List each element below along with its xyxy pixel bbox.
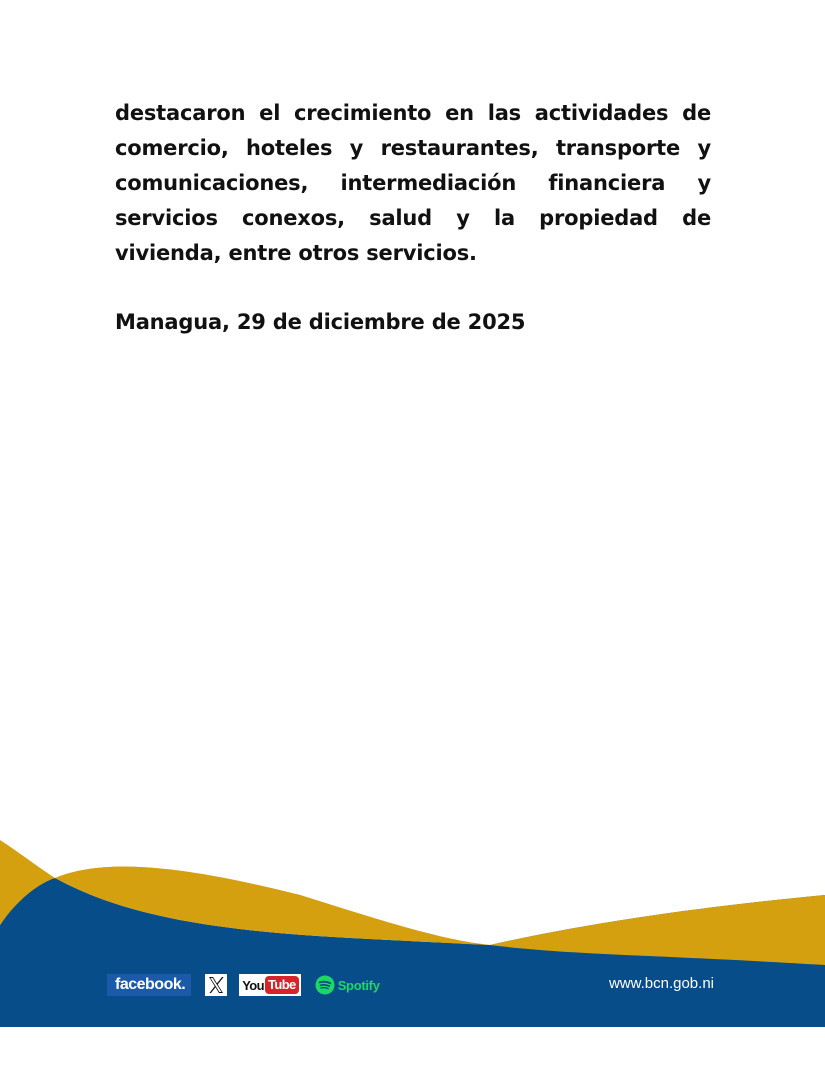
document-body — [115, 96, 711, 340]
social-links — [107, 972, 380, 998]
facebook-link[interactable]: facebook. — [107, 974, 191, 996]
spotify-logo-icon — [315, 975, 335, 995]
x-logo-icon[interactable] — [205, 974, 227, 996]
place-date-line: Managua, 29 de diciembre de 2025 — [115, 310, 526, 334]
website-link[interactable]: www.bcn.gob.ni — [608, 975, 714, 992]
footer-banner — [0, 835, 825, 1027]
spotify-link[interactable] — [315, 975, 380, 995]
spotify-label: Spotify — [337, 977, 380, 993]
body-paragraph: destacaron el crecimiento en las actividades de comercio, hoteles y restaurantes, transporte y comunicaciones, intermediación financiera y servicios conexos, salud y la propiedad de vivienda, entre otros servicios. — [115, 101, 711, 265]
youtube-you-text: You — [242, 977, 264, 993]
youtube-link[interactable] — [239, 974, 301, 996]
youtube-tube-text: Tube — [265, 976, 299, 994]
footer-waves — [0, 835, 825, 1027]
